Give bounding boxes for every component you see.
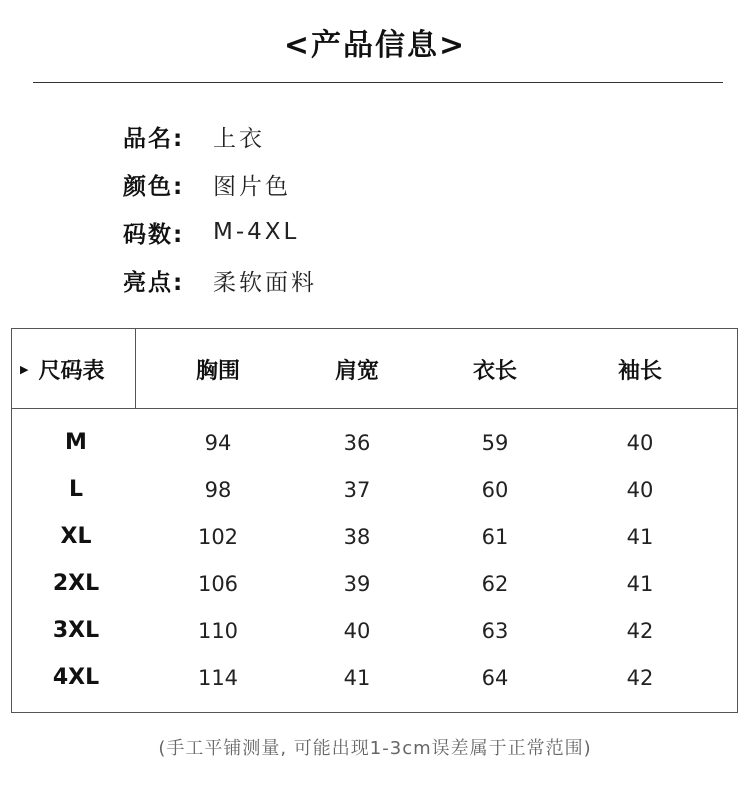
size-cell: 4XL — [52, 665, 100, 690]
size-cell: L — [68, 477, 84, 502]
size-table-header — [12, 329, 737, 409]
triangle-right-icon: ▶ — [20, 362, 29, 376]
size-table-corner — [12, 329, 136, 409]
measure-cell: 114 — [197, 665, 239, 690]
measure-cell: 59 — [481, 430, 509, 455]
measure-cell: 42 — [626, 665, 654, 690]
measure-cell: 61 — [481, 524, 509, 549]
measure-cell: 110 — [197, 618, 239, 643]
measure-cell: 40 — [343, 618, 371, 643]
measure-cell: 102 — [197, 524, 239, 549]
info-label: 颜色: — [123, 173, 185, 200]
table-row — [12, 654, 737, 701]
table-row — [12, 607, 737, 654]
measure-cell: 40 — [626, 477, 654, 502]
info-row-highlight — [123, 256, 317, 304]
size-cell: 3XL — [52, 618, 100, 643]
table-row — [12, 419, 737, 466]
measure-cell: 63 — [481, 618, 509, 643]
info-label: 码数: — [123, 221, 185, 248]
measure-cell: 42 — [626, 618, 654, 643]
measure-cell: 41 — [343, 665, 371, 690]
info-value: M-4XL — [213, 219, 300, 245]
info-value: 上衣 — [213, 125, 265, 152]
info-label: 品名: — [123, 125, 185, 152]
measure-cell: 37 — [343, 477, 371, 502]
size-table-title: 尺码表 — [38, 358, 105, 384]
measure-cell: 64 — [481, 665, 509, 690]
size-table-body — [12, 409, 737, 701]
info-value: 柔软面料 — [213, 269, 317, 296]
measure-cell: 39 — [343, 571, 371, 596]
table-row — [12, 466, 737, 513]
measure-cell: 94 — [204, 430, 232, 455]
column-header-sleeve: 袖长 — [617, 358, 662, 384]
info-row-name — [123, 112, 317, 160]
page-title: <产品信息> — [283, 28, 467, 63]
size-table — [11, 328, 738, 713]
info-value: 图片色 — [213, 173, 291, 200]
title-divider — [33, 82, 723, 83]
info-label: 亮点: — [123, 269, 185, 296]
measure-cell: 62 — [481, 571, 509, 596]
measure-cell: 98 — [204, 477, 232, 502]
measure-cell: 40 — [626, 430, 654, 455]
product-info — [123, 112, 317, 304]
column-header-shoulder: 肩宽 — [334, 358, 379, 384]
measure-cell: 41 — [626, 524, 654, 549]
column-header-chest: 胸围 — [195, 358, 240, 384]
measure-cell: 60 — [481, 477, 509, 502]
measure-cell: 36 — [343, 430, 371, 455]
size-cell: XL — [60, 524, 92, 549]
measure-cell: 41 — [626, 571, 654, 596]
column-header-length: 衣长 — [472, 358, 517, 384]
table-row — [12, 560, 737, 607]
measurement-note: (手工平铺测量, 可能出现1-3cm误差属于正常范围) — [158, 738, 592, 759]
size-cell: M — [65, 430, 87, 455]
info-row-color — [123, 160, 317, 208]
size-cell: 2XL — [52, 571, 100, 596]
info-row-sizes — [123, 208, 317, 256]
table-row — [12, 513, 737, 560]
measure-cell: 106 — [197, 571, 239, 596]
measure-cell: 38 — [343, 524, 371, 549]
